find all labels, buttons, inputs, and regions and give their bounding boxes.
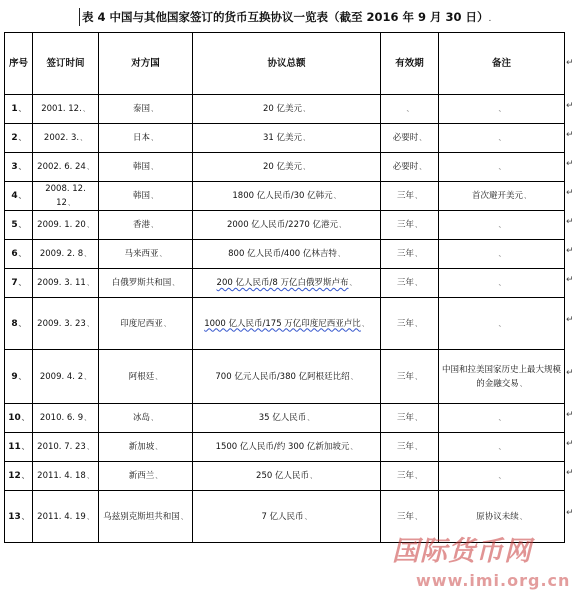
cell-text: 1800 亿人民币/30 亿韩元 xyxy=(232,191,333,201)
row-end-mark: ↵ xyxy=(566,216,574,227)
cell-text: 原协议未续 xyxy=(476,511,519,522)
cell-text: 800 亿人民币/400 亿林吉特 xyxy=(228,249,337,259)
header-amount: 协议总额 xyxy=(193,33,381,95)
cell-text: 2009. 1. 20 xyxy=(37,220,86,230)
cell-text: 11 xyxy=(8,442,21,452)
cell-seq xyxy=(5,124,33,153)
table-row xyxy=(5,350,565,404)
cell-text: 乌兹别克斯坦共和国 xyxy=(103,511,180,522)
cell-end-mark: 、 xyxy=(498,163,506,171)
cell-text: 2000 亿人民币/2270 亿港元 xyxy=(226,220,339,230)
cell-seq xyxy=(5,153,33,182)
title-paragraph-mark: . xyxy=(488,14,492,24)
cell-text: 1500 亿人民币/约 300 亿新加坡元 xyxy=(215,442,350,452)
table-title xyxy=(79,8,491,26)
cell-text: 香港 xyxy=(132,220,150,230)
cell-end-mark: 、 xyxy=(524,192,531,200)
cell-text: 三年 xyxy=(396,371,414,382)
cell-end-mark: 、 xyxy=(18,105,26,113)
cell-text: 日本 xyxy=(132,133,150,143)
cell-text: 200 亿人民币/8 万亿白俄罗斯卢布 xyxy=(216,278,349,288)
cell-end-mark: 、 xyxy=(80,134,88,142)
cell-text: 5 xyxy=(11,220,18,230)
cell-end-mark: 、 xyxy=(86,512,94,521)
cell-text: 20 亿美元 xyxy=(262,104,303,114)
row-end-mark: ↵ xyxy=(566,467,574,478)
table-row xyxy=(5,269,565,298)
cell-end-mark: 、 xyxy=(155,372,163,381)
cell-amount xyxy=(193,462,381,491)
cell-amount xyxy=(193,269,381,298)
cell-end-mark: 、 xyxy=(155,443,163,451)
cell-date xyxy=(33,462,99,491)
cell-seq xyxy=(5,211,33,240)
cell-seq xyxy=(5,491,33,543)
header-date: 签订时间 xyxy=(33,33,99,95)
cell-end-mark: 、 xyxy=(415,372,422,381)
table-row xyxy=(5,211,565,240)
cell-date xyxy=(33,350,99,404)
cell-end-mark: 、 xyxy=(159,250,167,258)
cell-date xyxy=(33,404,99,433)
cell-end-mark: 、 xyxy=(498,443,506,451)
cell-end-mark: 、 xyxy=(498,134,506,142)
cell-text: 2009. 2. 8 xyxy=(39,249,84,259)
cell-text: 三年 xyxy=(396,191,414,201)
cell-end-mark: 、 xyxy=(419,163,427,171)
row-end-mark: ↵ xyxy=(566,438,574,449)
header-term: 有效期 xyxy=(381,33,439,95)
cell-text: 韩国 xyxy=(132,191,150,201)
cell-end-mark: 、 xyxy=(415,221,422,229)
row-end-mark: ↵ xyxy=(566,274,574,285)
cell-note xyxy=(439,153,565,182)
cell-end-mark: 、 xyxy=(307,414,315,422)
cell-end-mark: 、 xyxy=(498,250,506,258)
cell-term xyxy=(381,240,439,269)
cell-end-mark: 、 xyxy=(406,105,414,113)
cell-text: 泰国 xyxy=(132,104,150,114)
cell-end-mark: 、 xyxy=(309,472,317,480)
row-end-mark: ↵ xyxy=(566,100,574,111)
cell-term xyxy=(381,491,439,543)
table-row xyxy=(5,404,565,433)
table-row xyxy=(5,462,565,491)
cell-party xyxy=(99,404,193,433)
cell-party xyxy=(99,153,193,182)
table-row xyxy=(5,433,565,462)
cell-end-mark: 、 xyxy=(86,163,94,171)
watermark-brand: 国际货币网 xyxy=(392,536,532,567)
cell-text: 2009. 3. 11 xyxy=(37,278,86,288)
cell-party xyxy=(99,462,193,491)
cell-term xyxy=(381,298,439,350)
cell-text: 2001. 12. xyxy=(41,104,82,114)
cell-end-mark: 、 xyxy=(84,372,92,381)
cell-date xyxy=(33,182,99,211)
cell-term xyxy=(381,404,439,433)
cell-note xyxy=(439,240,565,269)
cell-seq xyxy=(5,350,33,404)
cell-text: 中国和拉美国家历史上最大规模的金融交易 xyxy=(441,364,561,389)
cell-end-mark: 、 xyxy=(519,512,527,521)
cell-text: 8 xyxy=(11,318,18,329)
cell-date xyxy=(33,433,99,462)
cell-end-mark: 、 xyxy=(337,250,345,258)
row-end-mark: ↵ xyxy=(566,508,574,518)
cell-note xyxy=(439,182,565,211)
cell-text: 1 xyxy=(11,104,18,114)
cell-end-mark: 、 xyxy=(172,279,180,287)
row-end-mark: ↵ xyxy=(566,58,574,68)
header-party: 对方国 xyxy=(99,33,193,95)
cell-seq xyxy=(5,298,33,350)
cell-amount xyxy=(193,240,381,269)
header-row xyxy=(5,33,565,95)
cell-end-mark: 、 xyxy=(18,250,26,258)
cell-end-mark: 、 xyxy=(498,319,506,328)
cell-amount xyxy=(193,124,381,153)
cell-end-mark: 、 xyxy=(18,221,26,229)
cell-end-mark: 、 xyxy=(18,134,26,142)
cell-amount xyxy=(193,433,381,462)
cell-text: 三年 xyxy=(396,318,414,329)
row-end-mark: ↵ xyxy=(566,187,574,198)
cell-end-mark: 、 xyxy=(86,319,94,328)
table-row xyxy=(5,95,565,124)
cell-text: 三年 xyxy=(396,413,414,423)
cell-end-mark: 、 xyxy=(21,443,29,451)
cell-end-mark: 、 xyxy=(151,105,158,113)
cell-end-mark: 、 xyxy=(498,105,506,113)
cell-text: 250 亿人民币 xyxy=(256,471,309,481)
cell-end-mark: 、 xyxy=(361,319,369,328)
cell-end-mark: 、 xyxy=(415,279,422,287)
cell-end-mark: 、 xyxy=(21,512,29,521)
cell-text: 2002. 3. xyxy=(43,133,80,143)
cell-end-mark: 、 xyxy=(21,472,29,480)
cell-note xyxy=(439,211,565,240)
cell-party xyxy=(99,211,193,240)
cell-text: 35 亿人民币 xyxy=(258,413,307,423)
table-row xyxy=(5,491,565,543)
cell-note xyxy=(439,298,565,350)
cell-end-mark: 、 xyxy=(151,192,158,200)
cell-date xyxy=(33,153,99,182)
cell-end-mark: 、 xyxy=(415,414,422,422)
cell-text: 三年 xyxy=(396,249,414,259)
cell-end-mark: 、 xyxy=(303,105,311,113)
cell-party xyxy=(99,298,193,350)
cell-amount xyxy=(193,95,381,124)
cell-text: 三年 xyxy=(396,220,414,230)
cell-end-mark: 、 xyxy=(151,221,158,229)
cell-term xyxy=(381,350,439,404)
cell-text: 韩国 xyxy=(132,162,150,172)
cell-term xyxy=(381,462,439,491)
cell-text: 2 xyxy=(11,133,18,143)
table-title-text: 表 4 中国与其他国家签订的货币互换协议一览表（截至 2016 年 9 月 30 日） xyxy=(82,10,489,24)
cell-text: 三年 xyxy=(396,278,414,288)
cell-note xyxy=(439,491,565,543)
cell-party xyxy=(99,182,193,211)
cell-text: 新加坡 xyxy=(128,442,155,452)
cell-note xyxy=(439,269,565,298)
cell-text: 2002. 6. 24 xyxy=(37,162,86,172)
cell-text: 13 xyxy=(8,511,21,522)
cell-text: 2009. 3. 23 xyxy=(37,318,86,329)
cell-note xyxy=(439,433,565,462)
cell-seq xyxy=(5,240,33,269)
cell-amount xyxy=(193,350,381,404)
row-end-mark: ↵ xyxy=(566,129,574,140)
cell-party xyxy=(99,433,193,462)
cell-amount xyxy=(193,153,381,182)
row-end-mark: ↵ xyxy=(566,315,574,325)
cell-text: 20 亿美元 xyxy=(262,162,303,172)
table-body xyxy=(5,95,565,543)
cell-party xyxy=(99,269,193,298)
cell-note xyxy=(439,462,565,491)
table-row xyxy=(5,240,565,269)
cell-text: 700 亿元人民币/380 亿阿根廷比绍 xyxy=(215,371,350,382)
cell-note xyxy=(439,95,565,124)
cell-end-mark: 、 xyxy=(86,443,94,451)
cell-end-mark: 、 xyxy=(419,134,427,142)
cell-text: 阿根廷 xyxy=(128,371,155,382)
cell-date xyxy=(33,240,99,269)
cell-date xyxy=(33,95,99,124)
cell-end-mark: 、 xyxy=(18,192,26,200)
row-end-mark: ↵ xyxy=(566,409,574,420)
cell-text: 4 xyxy=(11,191,18,201)
cell-end-mark: 、 xyxy=(18,319,26,328)
header-note: 备注 xyxy=(439,33,565,95)
cell-text: 2011. 4. 18 xyxy=(37,471,86,481)
cell-note xyxy=(439,350,565,404)
cell-end-mark: 、 xyxy=(180,512,188,521)
cell-end-mark: 、 xyxy=(155,472,163,480)
cell-text: 7 亿人民币 xyxy=(261,511,304,522)
row-end-mark: ↵ xyxy=(566,245,574,256)
cell-end-mark: 、 xyxy=(415,512,422,521)
cell-text: 2010. 6. 9 xyxy=(39,413,84,423)
cell-seq xyxy=(5,404,33,433)
cell-end-mark: 、 xyxy=(498,472,506,480)
cell-end-mark: 、 xyxy=(18,372,26,381)
cell-seq xyxy=(5,462,33,491)
cell-end-mark: 、 xyxy=(151,134,158,142)
cell-end-mark: 、 xyxy=(498,279,506,287)
cell-text: 首次避开美元 xyxy=(471,191,523,201)
cell-text: 三年 xyxy=(396,471,414,481)
cell-text: 2009. 4. 2 xyxy=(39,371,84,382)
cell-date xyxy=(33,124,99,153)
cell-end-mark: 、 xyxy=(349,279,357,287)
cell-text: 3 xyxy=(11,162,18,172)
cell-amount xyxy=(193,491,381,543)
cell-party xyxy=(99,124,193,153)
cell-end-mark: 、 xyxy=(86,472,94,480)
cell-end-mark: 、 xyxy=(84,414,92,422)
cell-end-mark: 、 xyxy=(519,379,527,388)
cell-end-mark: 、 xyxy=(163,319,171,328)
cell-text: 三年 xyxy=(396,442,414,452)
cell-amount xyxy=(193,182,381,211)
cell-term xyxy=(381,124,439,153)
cell-end-mark: 、 xyxy=(415,443,422,451)
cell-end-mark: 、 xyxy=(84,250,92,258)
cell-end-mark: 、 xyxy=(304,512,312,521)
cell-text: 冰岛 xyxy=(132,413,150,423)
cell-end-mark: 、 xyxy=(18,279,26,287)
cell-text: 白俄罗斯共和国 xyxy=(111,278,172,288)
cell-end-mark: 、 xyxy=(339,221,347,229)
cell-text: 7 xyxy=(11,278,18,288)
cell-note xyxy=(439,404,565,433)
cell-amount xyxy=(193,211,381,240)
cell-text: 6 xyxy=(11,249,18,259)
cell-text: 12 xyxy=(8,471,21,481)
row-end-mark: ↵ xyxy=(566,158,574,169)
cell-end-mark: 、 xyxy=(498,414,506,422)
cell-end-mark: 、 xyxy=(151,163,158,171)
cell-amount xyxy=(193,404,381,433)
cell-seq xyxy=(5,269,33,298)
cell-amount xyxy=(193,298,381,350)
cell-date xyxy=(33,269,99,298)
watermark-url: www.imi.org.cn xyxy=(416,571,571,590)
cell-end-mark: 、 xyxy=(86,279,94,287)
cell-text: 2008. 12. 12 xyxy=(45,184,86,208)
cell-term xyxy=(381,153,439,182)
cell-date xyxy=(33,211,99,240)
cell-end-mark: 、 xyxy=(350,372,358,381)
swap-agreement-table xyxy=(4,32,565,543)
cell-note xyxy=(439,124,565,153)
cell-text: 印度尼西亚 xyxy=(120,318,163,329)
cell-date xyxy=(33,298,99,350)
cell-text: 2011. 4. 19 xyxy=(37,511,86,522)
cell-seq xyxy=(5,95,33,124)
cell-end-mark: 、 xyxy=(415,319,422,328)
cell-end-mark: 、 xyxy=(415,192,422,200)
cell-term xyxy=(381,182,439,211)
cell-term xyxy=(381,269,439,298)
cell-end-mark: 、 xyxy=(415,250,422,258)
cell-end-mark: 、 xyxy=(86,221,94,229)
cell-text: 2010. 7. 23 xyxy=(37,442,86,452)
cell-seq xyxy=(5,182,33,211)
cell-end-mark: 、 xyxy=(21,414,29,422)
cell-text: 31 亿美元 xyxy=(262,133,303,143)
cell-end-mark: 、 xyxy=(415,472,422,480)
table-row xyxy=(5,182,565,211)
cell-party xyxy=(99,350,193,404)
cell-end-mark: 、 xyxy=(18,163,26,171)
cell-term xyxy=(381,211,439,240)
cell-party xyxy=(99,95,193,124)
cell-term xyxy=(381,433,439,462)
cell-text: 10 xyxy=(8,413,21,423)
cell-party xyxy=(99,240,193,269)
cell-end-mark: 、 xyxy=(82,105,90,113)
table-row xyxy=(5,153,565,182)
cell-seq xyxy=(5,433,33,462)
cell-term xyxy=(381,95,439,124)
cell-text: 必要时 xyxy=(392,133,419,143)
cell-text: 新西兰 xyxy=(128,471,155,481)
cell-text: 必要时 xyxy=(392,162,419,172)
cell-text: 三年 xyxy=(396,511,414,522)
table-row xyxy=(5,298,565,350)
cell-end-mark: 、 xyxy=(303,163,311,171)
cell-end-mark: 、 xyxy=(498,221,506,229)
cell-text: 1000 亿人民币/175 万亿印度尼西亚卢比 xyxy=(204,318,361,329)
cell-end-mark: 、 xyxy=(151,414,158,422)
cell-date xyxy=(33,491,99,543)
cell-end-mark: 、 xyxy=(67,199,75,207)
header-seq: 序号 xyxy=(5,33,33,95)
cell-end-mark: 、 xyxy=(303,134,311,142)
cell-end-mark: 、 xyxy=(333,192,341,200)
cell-text: 马来西亚 xyxy=(124,249,159,259)
table-row xyxy=(5,124,565,153)
cell-end-mark: 、 xyxy=(350,443,358,451)
cell-party xyxy=(99,491,193,543)
cell-text: 9 xyxy=(11,371,18,382)
row-end-mark: ↵ xyxy=(566,368,574,378)
